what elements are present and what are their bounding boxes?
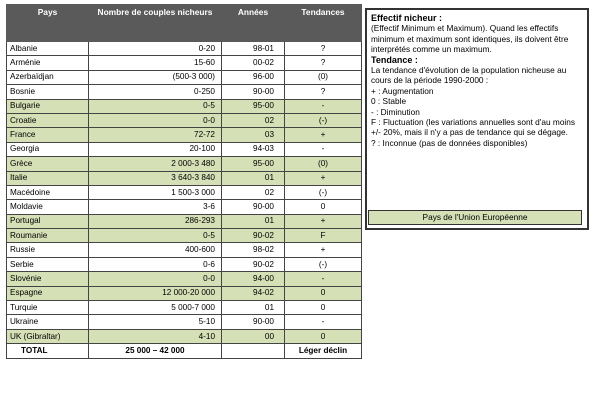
cell-count: 0-5 <box>89 99 222 113</box>
cell-trend: 0 <box>285 200 362 214</box>
cell-years: 90-02 <box>222 257 285 271</box>
cell-count: 1 500-3 000 <box>89 185 222 199</box>
table-row <box>7 272 362 286</box>
table-row <box>7 315 362 329</box>
cell-years: 98-01 <box>222 42 285 56</box>
cell-count: (500-3 000) <box>89 70 222 84</box>
cell-trend: (-) <box>285 257 362 271</box>
table-row <box>7 128 362 142</box>
table-row <box>7 56 362 70</box>
table-row <box>7 301 362 315</box>
cell-country: Italie <box>7 171 89 185</box>
cell-trend: F <box>285 229 362 243</box>
cell-count: 15-60 <box>89 56 222 70</box>
cell-trend: - <box>285 142 362 156</box>
cell-years: 95-00 <box>222 99 285 113</box>
cell-country: Portugal <box>7 214 89 228</box>
legend-tendance-title: Tendance : <box>371 54 418 65</box>
cell-count: 3-6 <box>89 200 222 214</box>
cell-trend: + <box>285 128 362 142</box>
cell-years: 01 <box>222 301 285 315</box>
cell-country: Espagne <box>7 286 89 300</box>
cell-country: UK (Gibraltar) <box>7 329 89 343</box>
table-row <box>7 229 362 243</box>
cell-country: Bulgarie <box>7 99 89 113</box>
cell-country: France <box>7 128 89 142</box>
cell-years: 90-02 <box>222 229 285 243</box>
cell-trend: (0) <box>285 157 362 171</box>
table-row <box>7 70 362 84</box>
cell-country: Macédoine <box>7 185 89 199</box>
table-row <box>7 85 362 99</box>
table-row <box>7 257 362 271</box>
cell-country: Arménie <box>7 56 89 70</box>
cell-years: 00-02 <box>222 56 285 70</box>
table-header-row <box>7 5 362 42</box>
cell-trend: 0 <box>285 286 362 300</box>
cell-trend: + <box>285 243 362 257</box>
cell-years: 94-03 <box>222 142 285 156</box>
cell-years: 00 <box>222 329 285 343</box>
cell-years: 90-00 <box>222 85 285 99</box>
total-count: 25 000 – 42 000 <box>89 344 222 358</box>
cell-country: Russie <box>7 243 89 257</box>
cell-years: 90-00 <box>222 200 285 214</box>
cell-years: 02 <box>222 113 285 127</box>
legend-tendance-text: La tendance d'évolution de la population nicheuse au cours de la période 1990-2000 : <box>371 65 567 86</box>
cell-years: 01 <box>222 214 285 228</box>
table-body <box>7 42 362 344</box>
eu-legend-swatch: Pays de l'Union Européenne <box>368 210 582 225</box>
table-row <box>7 185 362 199</box>
total-label: TOTAL <box>7 344 89 358</box>
legend-item-unknown: ? : Inconnue (pas de données disponibles) <box>371 137 528 148</box>
header-years: Années <box>222 5 285 42</box>
header-trend: Tendances <box>285 5 362 42</box>
cell-country: Albanie <box>7 42 89 56</box>
cell-country: Roumanie <box>7 229 89 243</box>
table-row <box>7 157 362 171</box>
table-row <box>7 113 362 127</box>
cell-count: 72-72 <box>89 128 222 142</box>
cell-country: Ukraine <box>7 315 89 329</box>
total-row <box>7 344 362 358</box>
legend-box <box>365 8 589 230</box>
cell-trend: ? <box>285 42 362 56</box>
cell-years: 01 <box>222 171 285 185</box>
cell-count: 5-10 <box>89 315 222 329</box>
cell-country: Serbie <box>7 257 89 271</box>
table-row <box>7 329 362 343</box>
legend-item-increase: + : Augmentation <box>371 85 434 96</box>
cell-country: Turquie <box>7 301 89 315</box>
cell-years: 02 <box>222 185 285 199</box>
cell-country: Croatie <box>7 113 89 127</box>
cell-count: 0-0 <box>89 113 222 127</box>
cell-trend: (-) <box>285 185 362 199</box>
cell-country: Moldavie <box>7 200 89 214</box>
cell-years: 90-00 <box>222 315 285 329</box>
cell-trend: ? <box>285 56 362 70</box>
cell-years: 96-00 <box>222 70 285 84</box>
cell-country: Georgia <box>7 142 89 156</box>
cell-count: 0-250 <box>89 85 222 99</box>
breeding-pairs-table <box>6 4 362 359</box>
total-years <box>222 344 285 358</box>
legend-item-stable: 0 : Stable <box>371 96 407 107</box>
cell-trend: - <box>285 99 362 113</box>
table-row <box>7 286 362 300</box>
cell-trend: 0 <box>285 329 362 343</box>
cell-trend: + <box>285 171 362 185</box>
legend-effectif-text: (Effectif Minimum et Maximum). Quand les effectifs minimum et maximum sont identiques, ils doivent être interprétés comme un maximum. <box>371 23 569 55</box>
cell-years: 03 <box>222 128 285 142</box>
table-row <box>7 200 362 214</box>
cell-trend: (0) <box>285 70 362 84</box>
table-row <box>7 214 362 228</box>
table-row <box>7 42 362 56</box>
cell-count: 4-10 <box>89 329 222 343</box>
cell-count: 0-20 <box>89 42 222 56</box>
cell-count: 12 000-20 000 <box>89 286 222 300</box>
cell-trend: 0 <box>285 301 362 315</box>
cell-count: 0-6 <box>89 257 222 271</box>
cell-count: 0-5 <box>89 229 222 243</box>
legend-effectif-title: Effectif nicheur : <box>371 13 443 23</box>
total-trend: Léger déclin <box>285 344 362 358</box>
table-row <box>7 142 362 156</box>
cell-country: Azerbaïdjan <box>7 70 89 84</box>
cell-years: 95-00 <box>222 157 285 171</box>
cell-country: Slovénie <box>7 272 89 286</box>
legend-item-fluctuation: F : Fluctuation (les variations annuelles sont d'au moins +/- 20%, mais il n'y a pas de tendance qui se dégage. <box>371 117 576 138</box>
table-row <box>7 243 362 257</box>
cell-years: 94-02 <box>222 286 285 300</box>
cell-trend: - <box>285 315 362 329</box>
cell-count: 2 000-3 480 <box>89 157 222 171</box>
cell-trend: (-) <box>285 113 362 127</box>
cell-count: 20-100 <box>89 142 222 156</box>
cell-trend: - <box>285 272 362 286</box>
cell-country: Grèce <box>7 157 89 171</box>
table-row <box>7 99 362 113</box>
cell-count: 5 000-7 000 <box>89 301 222 315</box>
cell-trend: + <box>285 214 362 228</box>
cell-country: Bosnie <box>7 85 89 99</box>
table-row <box>7 171 362 185</box>
cell-years: 98-02 <box>222 243 285 257</box>
cell-count: 400-600 <box>89 243 222 257</box>
legend-item-decrease: - : Diminution <box>371 106 420 117</box>
header-count: Nombre de couples nicheurs <box>89 5 222 42</box>
header-country: Pays <box>7 5 89 42</box>
cell-count: 0-0 <box>89 272 222 286</box>
cell-years: 94-00 <box>222 272 285 286</box>
cell-count: 3 640-3 840 <box>89 171 222 185</box>
cell-trend: ? <box>285 85 362 99</box>
cell-count: 286-293 <box>89 214 222 228</box>
